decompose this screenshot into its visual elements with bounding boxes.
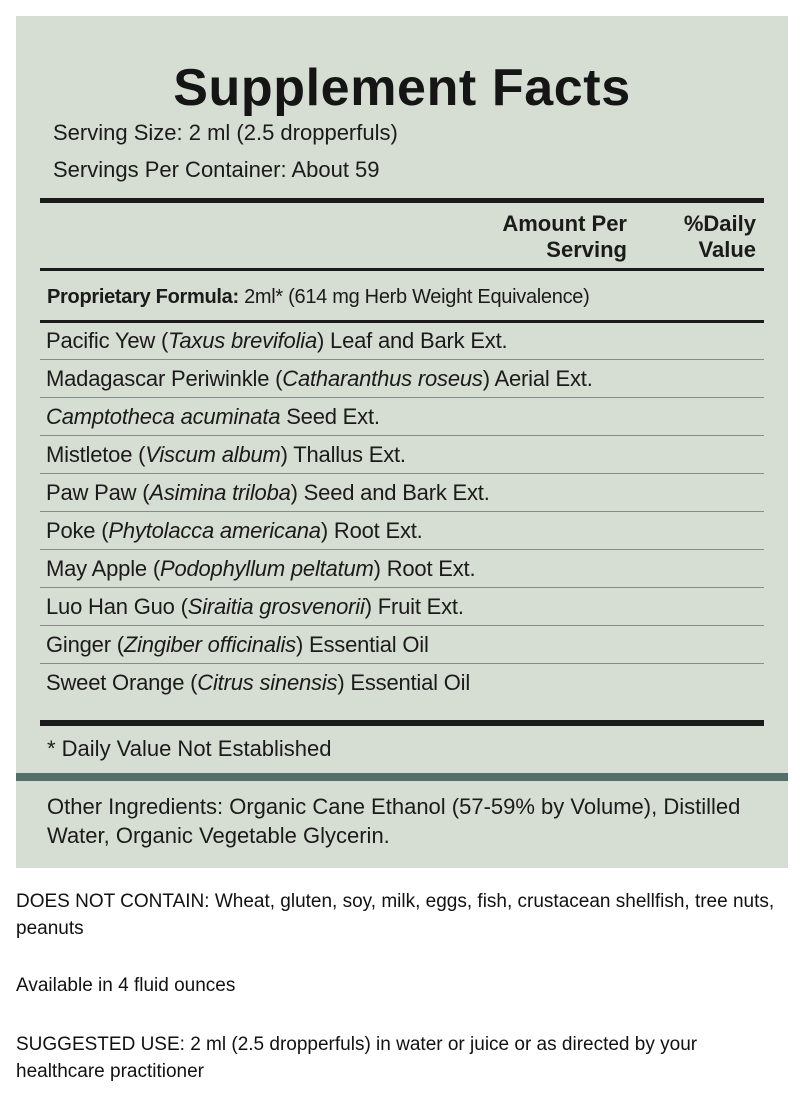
daily-header-line1: %Daily <box>683 211 756 236</box>
ingredient-row: Luo Han Guo (Siraitia grosvenorii) Fruit Ext. <box>40 588 764 626</box>
divider-band <box>16 773 788 781</box>
ingredient-row: Poke (Phytolacca americana) Root Ext. <box>40 512 764 550</box>
ingredient-row: Camptotheca acuminata Seed Ext. <box>40 398 764 436</box>
suggested-use: SUGGESTED USE: 2 ml (2.5 dropperfuls) in water or juice or as directed by your healthcare practitioner <box>16 1034 698 1082</box>
availability-note: Available in 4 fluid ounces <box>16 975 236 996</box>
proprietary-formula-row <box>47 284 589 310</box>
daily-header-line2: Value <box>698 237 756 262</box>
ingredient-row: Pacific Yew (Taxus brevifolia) Leaf and Bark Ext. <box>40 322 764 360</box>
header-rule <box>40 268 764 271</box>
formula-value: 2ml* (614 mg Herb Weight Equivalence) <box>238 286 590 308</box>
supplement-facts-panel <box>16 16 788 868</box>
servings-per-container: Servings Per Container: About 59 <box>53 157 380 182</box>
daily-value-footnote: * Daily Value Not Established <box>47 736 332 761</box>
ingredient-row: Sweet Orange (Citrus sinensis) Essential Oil <box>46 670 471 695</box>
thick-rule-top <box>40 198 764 203</box>
ingredient-row: Ginger (Zingiber officinalis) Essential Oil <box>40 626 764 664</box>
ingredient-list <box>40 322 764 702</box>
ingredient-row: Madagascar Periwinkle (Catharanthus roseus) Aerial Ext. <box>40 360 764 398</box>
does-not-contain: DOES NOT CONTAIN: Wheat, gluten, soy, milk, eggs, fish, crustacean shellfish, tree nuts, peanuts <box>16 891 775 939</box>
serving-size: Serving Size: 2 ml (2.5 dropperfuls) <box>53 120 398 145</box>
formula-label: Proprietary Formula: <box>47 286 239 308</box>
thick-rule-bottom <box>40 720 764 726</box>
amount-per-serving-header <box>396 211 627 263</box>
ingredient-row: Paw Paw (Asimina triloba) Seed and Bark Ext. <box>40 474 764 512</box>
daily-value-header <box>627 211 756 263</box>
ingredient-row: May Apple (Podophyllum peltatum) Root Ext. <box>40 550 764 588</box>
ingredient-row: Mistletoe (Viscum album) Thallus Ext. <box>40 436 764 474</box>
amount-header-line2: Serving <box>546 237 627 262</box>
amount-header-line1: Amount Per <box>502 211 627 236</box>
panel-title: Supplement Facts <box>173 59 631 117</box>
other-ingredients: Other Ingredients: Organic Cane Ethanol (57-59% by Volume), Distilled Water, Organic Vegetable Glycerin. <box>47 794 741 848</box>
